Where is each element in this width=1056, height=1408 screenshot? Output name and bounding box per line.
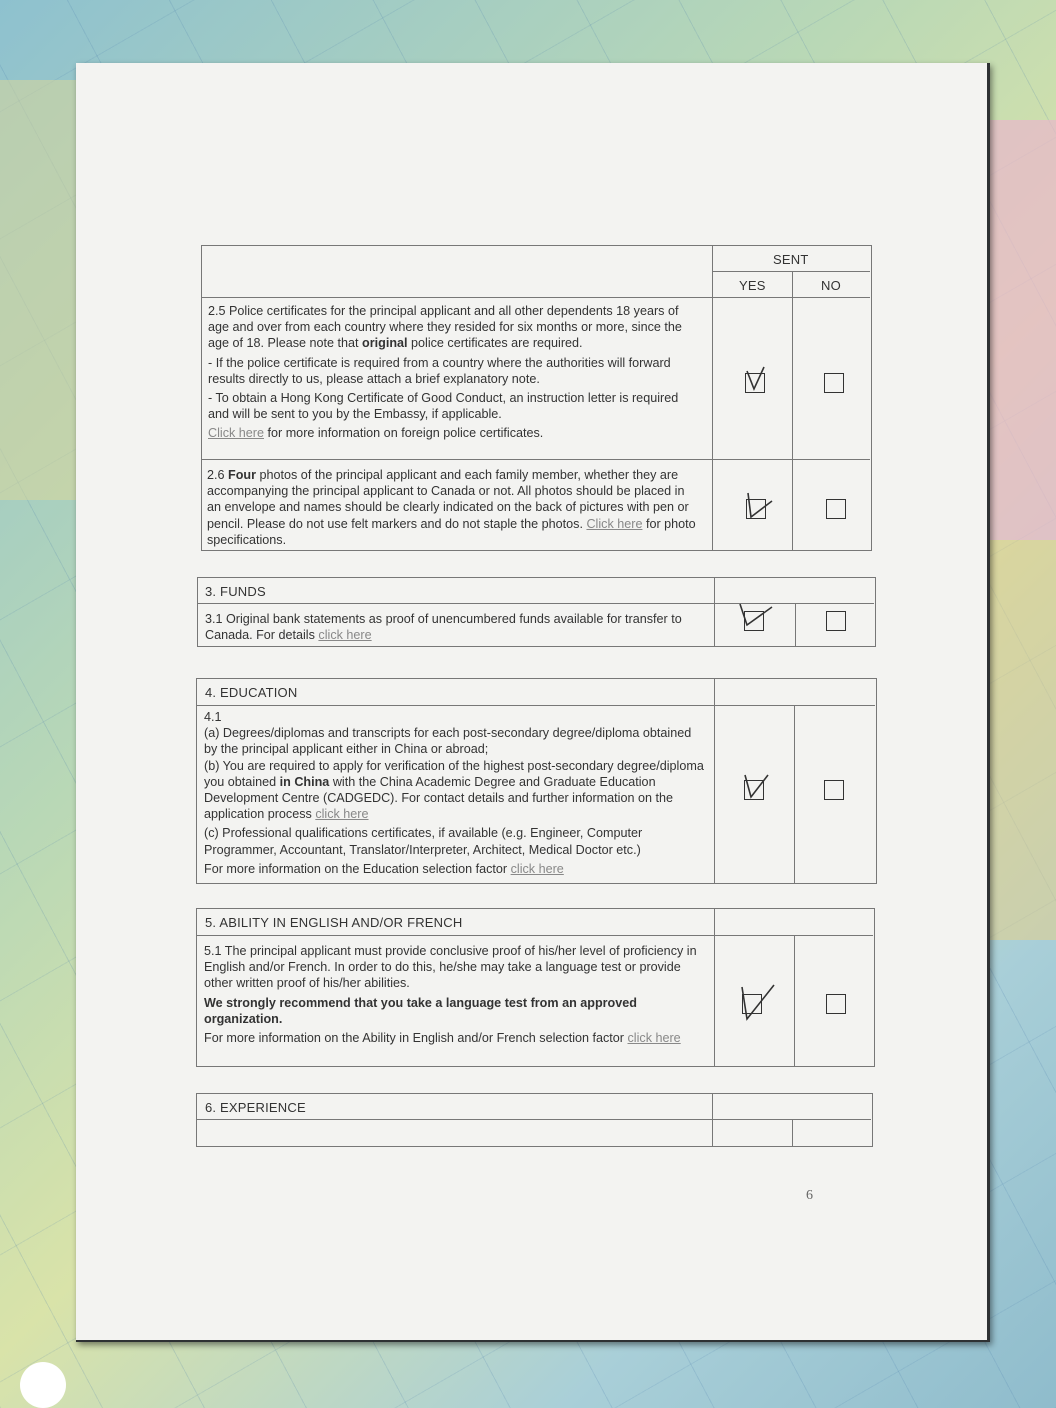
police-certificates-text: 2.5 Police certificates for the principal applicant and all other dependents 18 years of age and over from each country where they resided for six months or more, since the age of 18. Please note that original police certificates are required. - If the police certificate is required from a country where the authorities will forward results directly to us, please attach a brief explanatory note. - To obtain a Hong Kong Certificate of Good Conduct, an instruction letter is required and will be sent to you by the Embassy, if applicable. Click here for more information on foreign police certificates. bbox=[208, 304, 682, 441]
police-yes-checkmark-icon bbox=[742, 363, 772, 395]
photos-no-checkbox[interactable] bbox=[826, 499, 846, 519]
page-number: 6 bbox=[806, 1188, 813, 1203]
education-text: 4.1 (a) Degrees/diplomas and transcripts for each post-secondary degree/diploma obtained by the principal applicant either in China or abroad; (b) You are required to apply for verification of the highest post-secondary degree/diploma you obtained in China with the China Academic Degree and Graduate Education Development Centre (CADGEDC). For contact details and further information on the application process click here (c) Professional qualifications certificates, if available (e.g. Engineer, Computer Programmer, Accountant, Translator/Interpreter, Architect, Medical Doctor etc.) For more information on the Education selection factor click here bbox=[204, 710, 704, 876]
education-factor-click-here-link[interactable]: click here bbox=[510, 861, 564, 876]
education-yes-checkmark-icon bbox=[740, 771, 774, 801]
funds-title: 3. FUNDS bbox=[205, 584, 266, 599]
funds-no-checkbox[interactable] bbox=[826, 611, 846, 631]
language-title: 5. ABILITY IN ENGLISH AND/OR FRENCH bbox=[205, 915, 463, 930]
education-no-checkbox[interactable] bbox=[824, 780, 844, 800]
language-click-here-link[interactable]: click here bbox=[627, 1031, 681, 1046]
experience-title: 6. EXPERIENCE bbox=[205, 1100, 306, 1115]
language-text: 5.1 The principal applicant must provide conclusive proof of his/her level of proficiency in English and/or French. In order to do this, he/she may take a language test or provide other written proof of his/her abilities. We strongly recommend that you take a language test from an approved organization. For more information on the Ability in English and/or French selection factor click here bbox=[204, 944, 697, 1046]
education-process-click-here-link[interactable]: click here bbox=[315, 807, 369, 822]
language-yes-checkmark-icon bbox=[738, 977, 778, 1025]
map-land-patch bbox=[0, 80, 76, 500]
police-click-here-link[interactable]: Click here bbox=[208, 426, 264, 441]
funds-click-here-link[interactable]: click here bbox=[318, 628, 372, 643]
funds-text: 3.1 Original bank statements as proof of unencumbered funds available for transfer to Canada. For details click here bbox=[205, 612, 682, 643]
photos-yes-checkmark-icon bbox=[742, 489, 776, 521]
photos-text: 2.6 Four photos of the principal applicant and each family member, whether they are accompanying the principal applicant to Canada or not. All photos should be placed in an envelope and names should be clearly indicated on the back of pictures with pen or pencil. Please do not use felt markers and do not staple the photos. Click here for photo specifications. bbox=[207, 468, 696, 547]
yes-header: YES bbox=[739, 278, 766, 293]
funds-yes-checkmark-icon bbox=[736, 601, 776, 631]
map-land-patch bbox=[985, 540, 1056, 940]
language-no-checkbox[interactable] bbox=[826, 994, 846, 1014]
police-no-checkbox[interactable] bbox=[824, 373, 844, 393]
no-header: NO bbox=[821, 278, 841, 293]
map-land-patch bbox=[985, 120, 1056, 540]
document-page bbox=[76, 63, 990, 1342]
white-circle-marker bbox=[20, 1362, 66, 1408]
education-title: 4. EDUCATION bbox=[205, 685, 298, 700]
sent-header: SENT bbox=[773, 252, 809, 267]
photo-click-here-link[interactable]: Click here bbox=[586, 516, 643, 531]
